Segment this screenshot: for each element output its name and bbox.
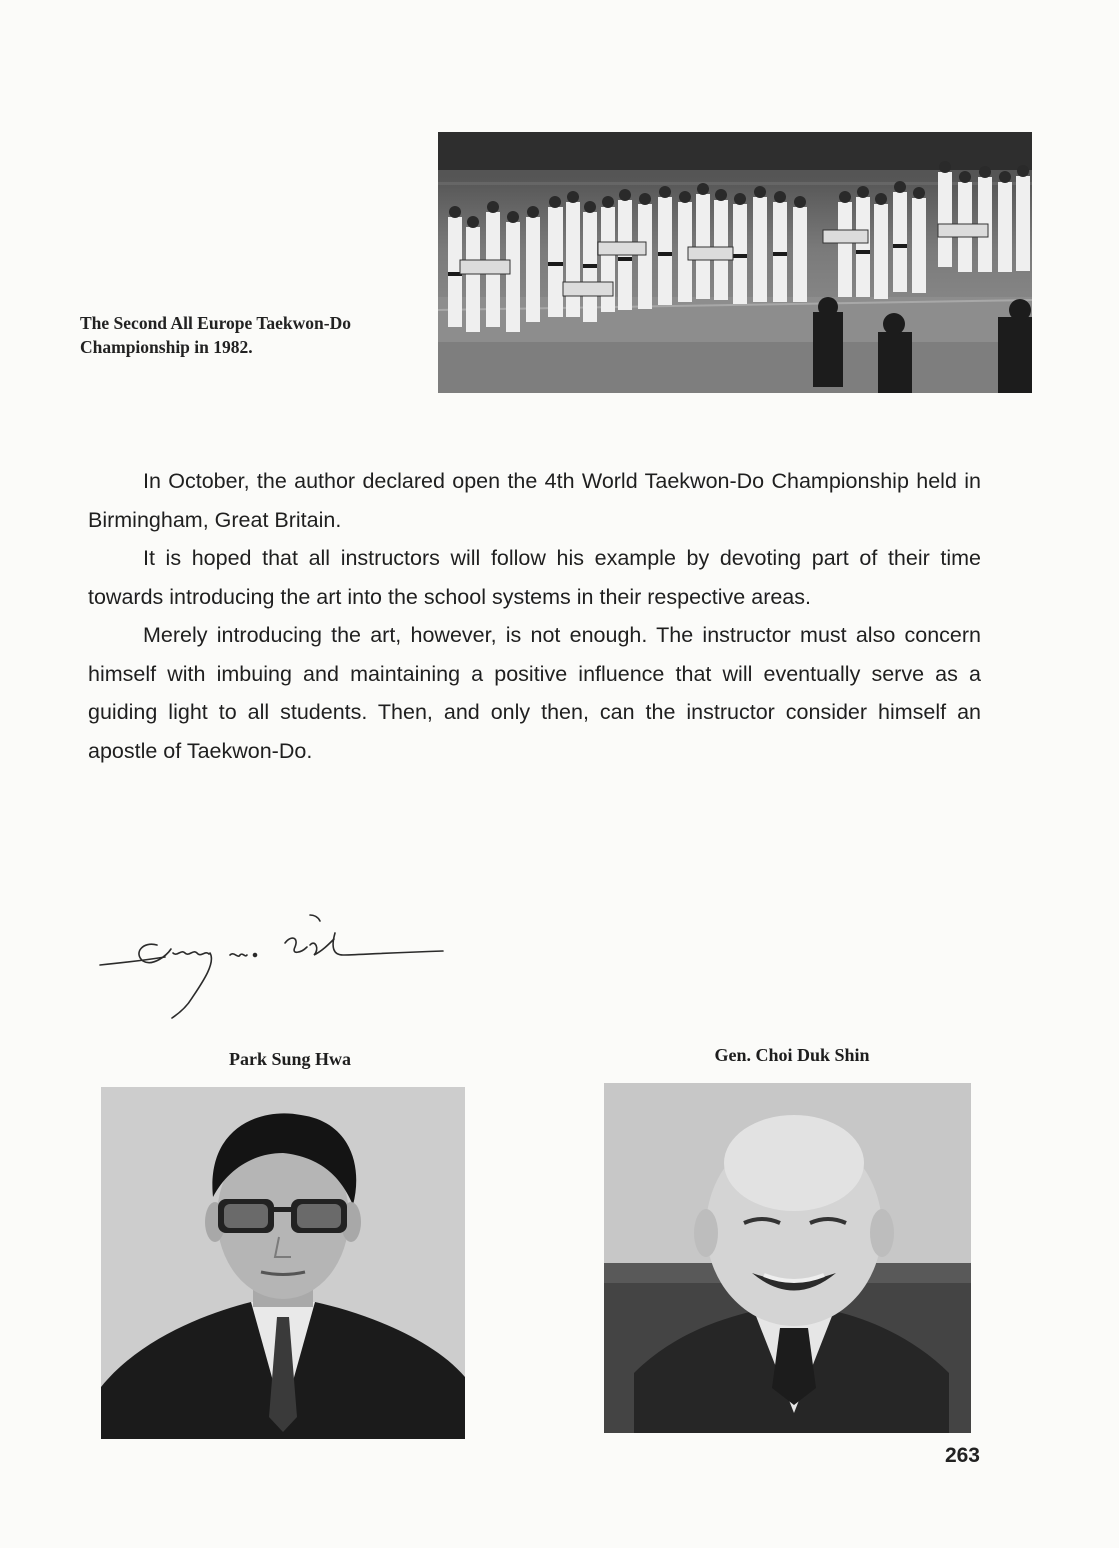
portrait-name-left: Park Sung Hwa: [228, 1049, 352, 1069]
portrait-name-right: Gen. Choi Duk Shin: [714, 1045, 870, 1065]
caption-line-2: Championship in 1982.: [80, 337, 253, 357]
caption-line-1: The Second All Europe Taekwon-Do: [80, 313, 351, 333]
championship-photo: [438, 132, 1032, 393]
page-number: 263: [944, 1444, 980, 1467]
body-text: [88, 462, 981, 770]
signature: [95, 905, 450, 1025]
paragraph-1: In October, the author declared open the 4th World Taekwon-Do Championship held in Birmingham, Great Britain.: [88, 469, 981, 532]
paragraph-3: Merely introducing the art, however, is not enough. The instructor must also concern himself with imbuing and maintaining a positive influence that will eventually serve as a guiding light to all students. Then, and only then, can the instructor consider himself an apostle of Taekwon-Do.: [88, 623, 981, 763]
paragraph-2: It is hoped that all instructors will follow his example by devoting part of their time towards introducing the art into the school systems in their respective areas.: [88, 546, 981, 609]
portrait-right-photo: [604, 1083, 971, 1433]
portrait-left-photo: [101, 1087, 465, 1439]
photo-caption: [80, 311, 425, 359]
